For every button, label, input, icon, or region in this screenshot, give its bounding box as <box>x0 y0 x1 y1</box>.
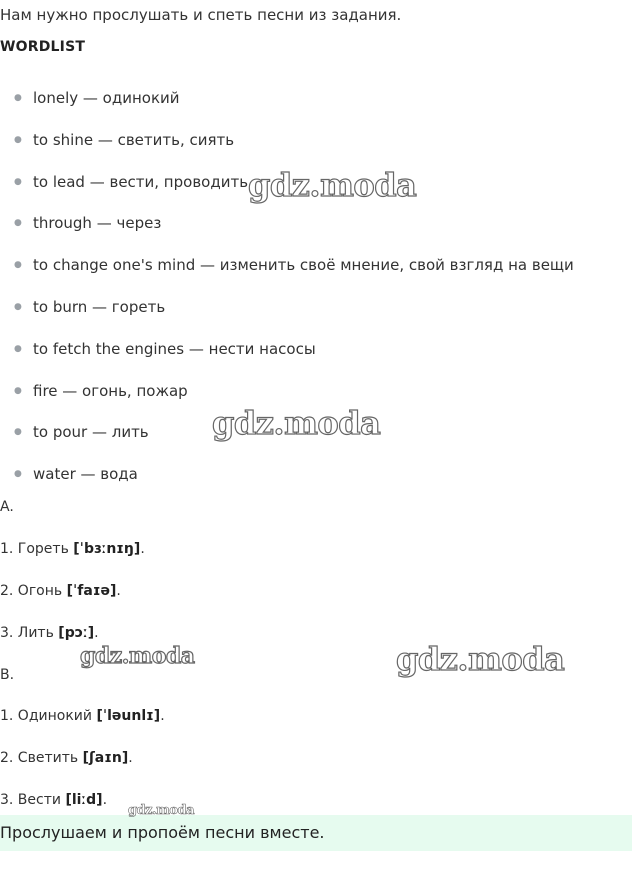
transcription: [ˈfaɪə] <box>66 583 117 599</box>
bullet-icon: ● <box>14 385 22 396</box>
item-text: 1. Одинокий <box>0 708 97 724</box>
item-text: 2. Светить <box>0 750 83 766</box>
bullet-icon: ● <box>14 218 22 229</box>
section-b-item-2 <box>0 750 133 766</box>
bullet-icon: ● <box>14 260 22 271</box>
word-entry: to lead — вести, проводить <box>33 172 249 191</box>
bullet-icon: ● <box>14 343 22 354</box>
bullet-icon: ● <box>14 427 22 438</box>
word-entry: through — через <box>33 214 162 233</box>
item-text: 2. Огонь <box>0 583 67 599</box>
item-end: . <box>102 792 108 808</box>
word-entry: fire — огонь, пожар <box>33 381 188 400</box>
item-text: 3. Лить <box>0 625 59 641</box>
summary-box <box>0 815 632 851</box>
bullet-icon: ● <box>14 176 22 187</box>
item-end: . <box>140 541 145 557</box>
section-a-item-2 <box>0 583 121 599</box>
watermark: gdz.moda <box>212 404 381 442</box>
watermark: gdz.moda <box>128 803 195 818</box>
word-entry: to pour — лить <box>33 423 149 442</box>
bullet-icon: ● <box>14 134 22 145</box>
list-item <box>0 78 632 120</box>
item-end: . <box>94 625 99 641</box>
item-end: . <box>160 708 165 724</box>
transcription: [liːd] <box>65 792 103 808</box>
list-item <box>0 120 632 162</box>
word-entry: water — вода <box>33 465 138 484</box>
watermark: gdz.moda <box>248 166 417 204</box>
item-end: . <box>116 583 121 599</box>
word-entry: lonely — одинокий <box>33 89 180 107</box>
bullet-icon: ● <box>14 301 22 312</box>
summary-text: Прослушаем и пропоём песни вместе. <box>0 823 325 842</box>
word-entry: to change one's mind — изменить своё мнение, свой взгляд на вещи <box>33 256 574 275</box>
transcription: [pɔː] <box>58 625 95 641</box>
list-item <box>0 329 632 371</box>
section-a-item-3 <box>0 625 99 641</box>
word-entry: to fetch the engines — нести насосы <box>33 339 316 358</box>
transcription: [ˈləunlɪ] <box>96 708 161 724</box>
transcription: [ˈbɜːnɪŋ] <box>73 541 141 557</box>
item-end: . <box>128 750 133 766</box>
item-text: 1. Гореть <box>0 541 74 557</box>
section-b-item-3 <box>0 792 107 808</box>
list-item <box>0 203 632 245</box>
list-item <box>0 287 632 329</box>
section-b-item-1 <box>0 708 165 724</box>
list-item <box>0 245 632 287</box>
watermark: gdz.moda <box>396 640 565 678</box>
bullet-icon: ● <box>14 469 22 480</box>
word-entry: to burn — гореть <box>33 297 166 316</box>
section-a-label: A. <box>0 499 14 515</box>
watermark: gdz.moda <box>80 643 195 669</box>
word-entry: to shine — светить, сиять <box>33 130 235 149</box>
wordlist-heading: WORDLIST <box>0 39 86 55</box>
section-a-item-1 <box>0 541 145 557</box>
bullet-icon: ● <box>14 93 22 103</box>
intro-text: Нам нужно прослушать и спеть песни из задания. <box>0 6 402 24</box>
list-item <box>0 454 632 496</box>
section-b-label: B. <box>0 667 15 683</box>
item-text: 3. Вести <box>0 792 66 808</box>
transcription: [ʃaɪn] <box>82 750 129 766</box>
